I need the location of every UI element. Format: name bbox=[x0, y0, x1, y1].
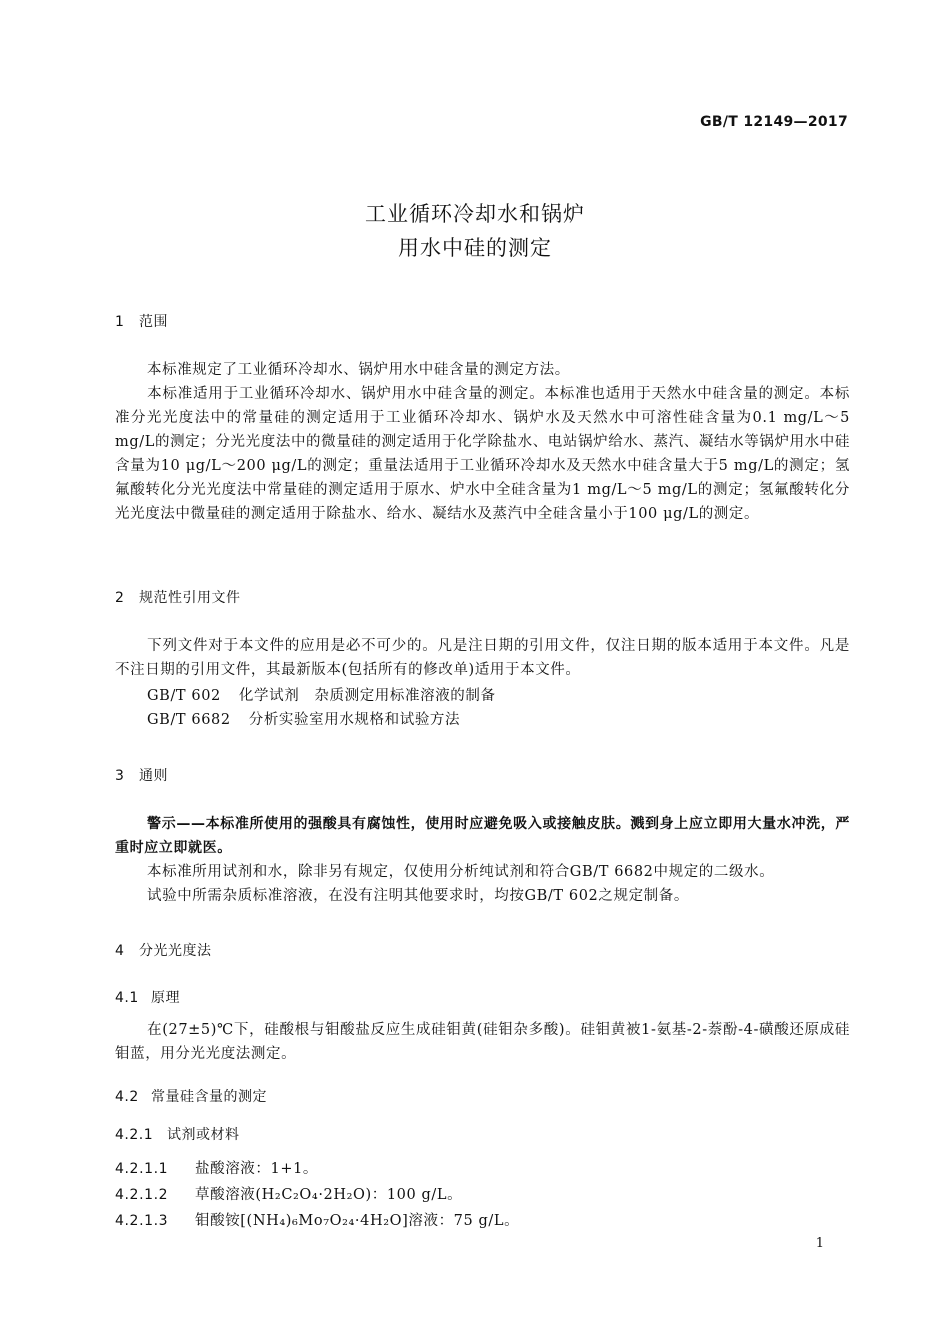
reference-title: 化学试剂 杂质测定用标准溶液的制备 bbox=[238, 688, 496, 704]
section-1-paragraph-1 bbox=[115, 358, 850, 382]
section-number: 3 bbox=[115, 768, 125, 784]
section-title: 试剂或材料 bbox=[167, 1127, 240, 1143]
section-4-2-heading bbox=[115, 1086, 267, 1106]
standard-number: GB/T 12149—2017 bbox=[700, 114, 848, 130]
warning-paragraph bbox=[115, 812, 850, 860]
section-number: 4.1 bbox=[115, 990, 139, 1006]
section-title: 范围 bbox=[139, 314, 168, 330]
section-title: 规范性引用文件 bbox=[139, 590, 241, 606]
section-1-heading bbox=[115, 311, 168, 331]
section-number: 4.2.1 bbox=[115, 1127, 154, 1143]
paragraph-text: 本标准所用试剂和水，除非另有规定，仅使用分析纯试剂和符合GB/T 6682中规定的二级水。 bbox=[147, 864, 775, 880]
reference-code: GB/T 602 bbox=[147, 688, 221, 704]
section-title: 分光光度法 bbox=[139, 943, 212, 959]
reference-title: 分析实验室用水规格和试验方法 bbox=[248, 712, 461, 728]
paragraph-text: 在(27±5)℃下，硅酸根与钼酸盐反应生成硅钼黄(硅钼杂多酸)。硅钼黄被1-氨基-2-萘酚-4-磺酸还原成硅钼蓝，用分光光度法测定。 bbox=[115, 1022, 850, 1062]
section-number: 2 bbox=[115, 590, 125, 606]
page-number: 1 bbox=[815, 1236, 824, 1251]
paragraph-text: 试验中所需杂质标准溶液，在没有注明其他要求时，均按GB/T 602之规定制备。 bbox=[147, 888, 689, 904]
item-text: 盐酸溶液：1+1。 bbox=[195, 1161, 318, 1177]
reference-item-1 bbox=[115, 684, 496, 705]
section-number: 1 bbox=[115, 314, 125, 330]
warning-text: 警示——本标准所使用的强酸具有腐蚀性，使用时应避免吸入或接触皮肤。溅到身上应立即用大量水冲洗，严重时应立即就医。 bbox=[115, 816, 850, 856]
section-number: 4 bbox=[115, 943, 125, 959]
document-title-line-2: 用水中硅的测定 bbox=[398, 236, 552, 260]
document-title-line-1: 工业循环冷却水和锅炉 bbox=[365, 202, 585, 226]
list-item bbox=[115, 1209, 519, 1230]
reference-code: GB/T 6682 bbox=[147, 712, 231, 728]
item-number: 4.2.1.3 bbox=[115, 1213, 169, 1229]
section-4-1-paragraph bbox=[115, 1018, 850, 1066]
reference-item-2 bbox=[115, 708, 460, 729]
section-2-heading bbox=[115, 587, 241, 607]
section-3-heading bbox=[115, 765, 168, 785]
section-3-paragraph-1 bbox=[115, 860, 850, 884]
section-4-heading bbox=[115, 940, 212, 960]
list-item bbox=[115, 1157, 318, 1178]
paragraph-text: 本标准适用于工业循环冷却水、锅炉用水中硅含量的测定。本标准也适用于天然水中硅含量的测定。本标准分光光度法中的常量硅的测定适用于工业循环冷却水、锅炉水及天然水中可溶性硅含量为0.1 mg/L～5 mg/L的测定；分光光度法中的微量硅的测定适用于化学除盐水、电站锅炉给水、蒸汽、凝结水等锅炉用水中硅含量为10 μg/L～200 μg/L的测定；重量法适用于工业循环冷却水及天然水中硅含量大于5 mg/L的测定；氢氟酸转化分光光度法中常量硅的测定适用于原水、炉水中全硅含量为1 mg/L～5 mg/L的测定；氢氟酸转化分光光度法中微量硅的测定适用于除盐水、给水、凝结水及蒸汽中全硅含量小于100 μg/L的测定。 bbox=[115, 386, 850, 522]
list-item bbox=[115, 1183, 462, 1204]
item-text: 钼酸铵[(NH₄)₆Mo₇O₂₄·4H₂O]溶液：75 g/L。 bbox=[195, 1213, 520, 1229]
paragraph-text: 本标准规定了工业循环冷却水、锅炉用水中硅含量的测定方法。 bbox=[147, 362, 570, 378]
section-title: 原理 bbox=[151, 990, 180, 1006]
section-4-2-1-heading bbox=[115, 1124, 240, 1144]
section-title: 通则 bbox=[139, 768, 168, 784]
item-text: 草酸溶液(H₂C₂O₄·2H₂O)：100 g/L。 bbox=[195, 1187, 463, 1203]
paragraph-text: 下列文件对于本文件的应用是必不可少的。凡是注日期的引用文件，仅注日期的版本适用于本文件。凡是不注日期的引用文件，其最新版本(包括所有的修改单)适用于本文件。 bbox=[115, 638, 850, 678]
section-3-paragraph-2 bbox=[115, 884, 850, 908]
item-number: 4.2.1.2 bbox=[115, 1187, 169, 1203]
section-title: 常量硅含量的测定 bbox=[151, 1089, 267, 1105]
section-4-1-heading bbox=[115, 987, 180, 1007]
item-number: 4.2.1.1 bbox=[115, 1161, 169, 1177]
section-number: 4.2 bbox=[115, 1089, 139, 1105]
section-1-paragraph-2 bbox=[115, 382, 850, 526]
section-2-paragraph-1 bbox=[115, 634, 850, 682]
